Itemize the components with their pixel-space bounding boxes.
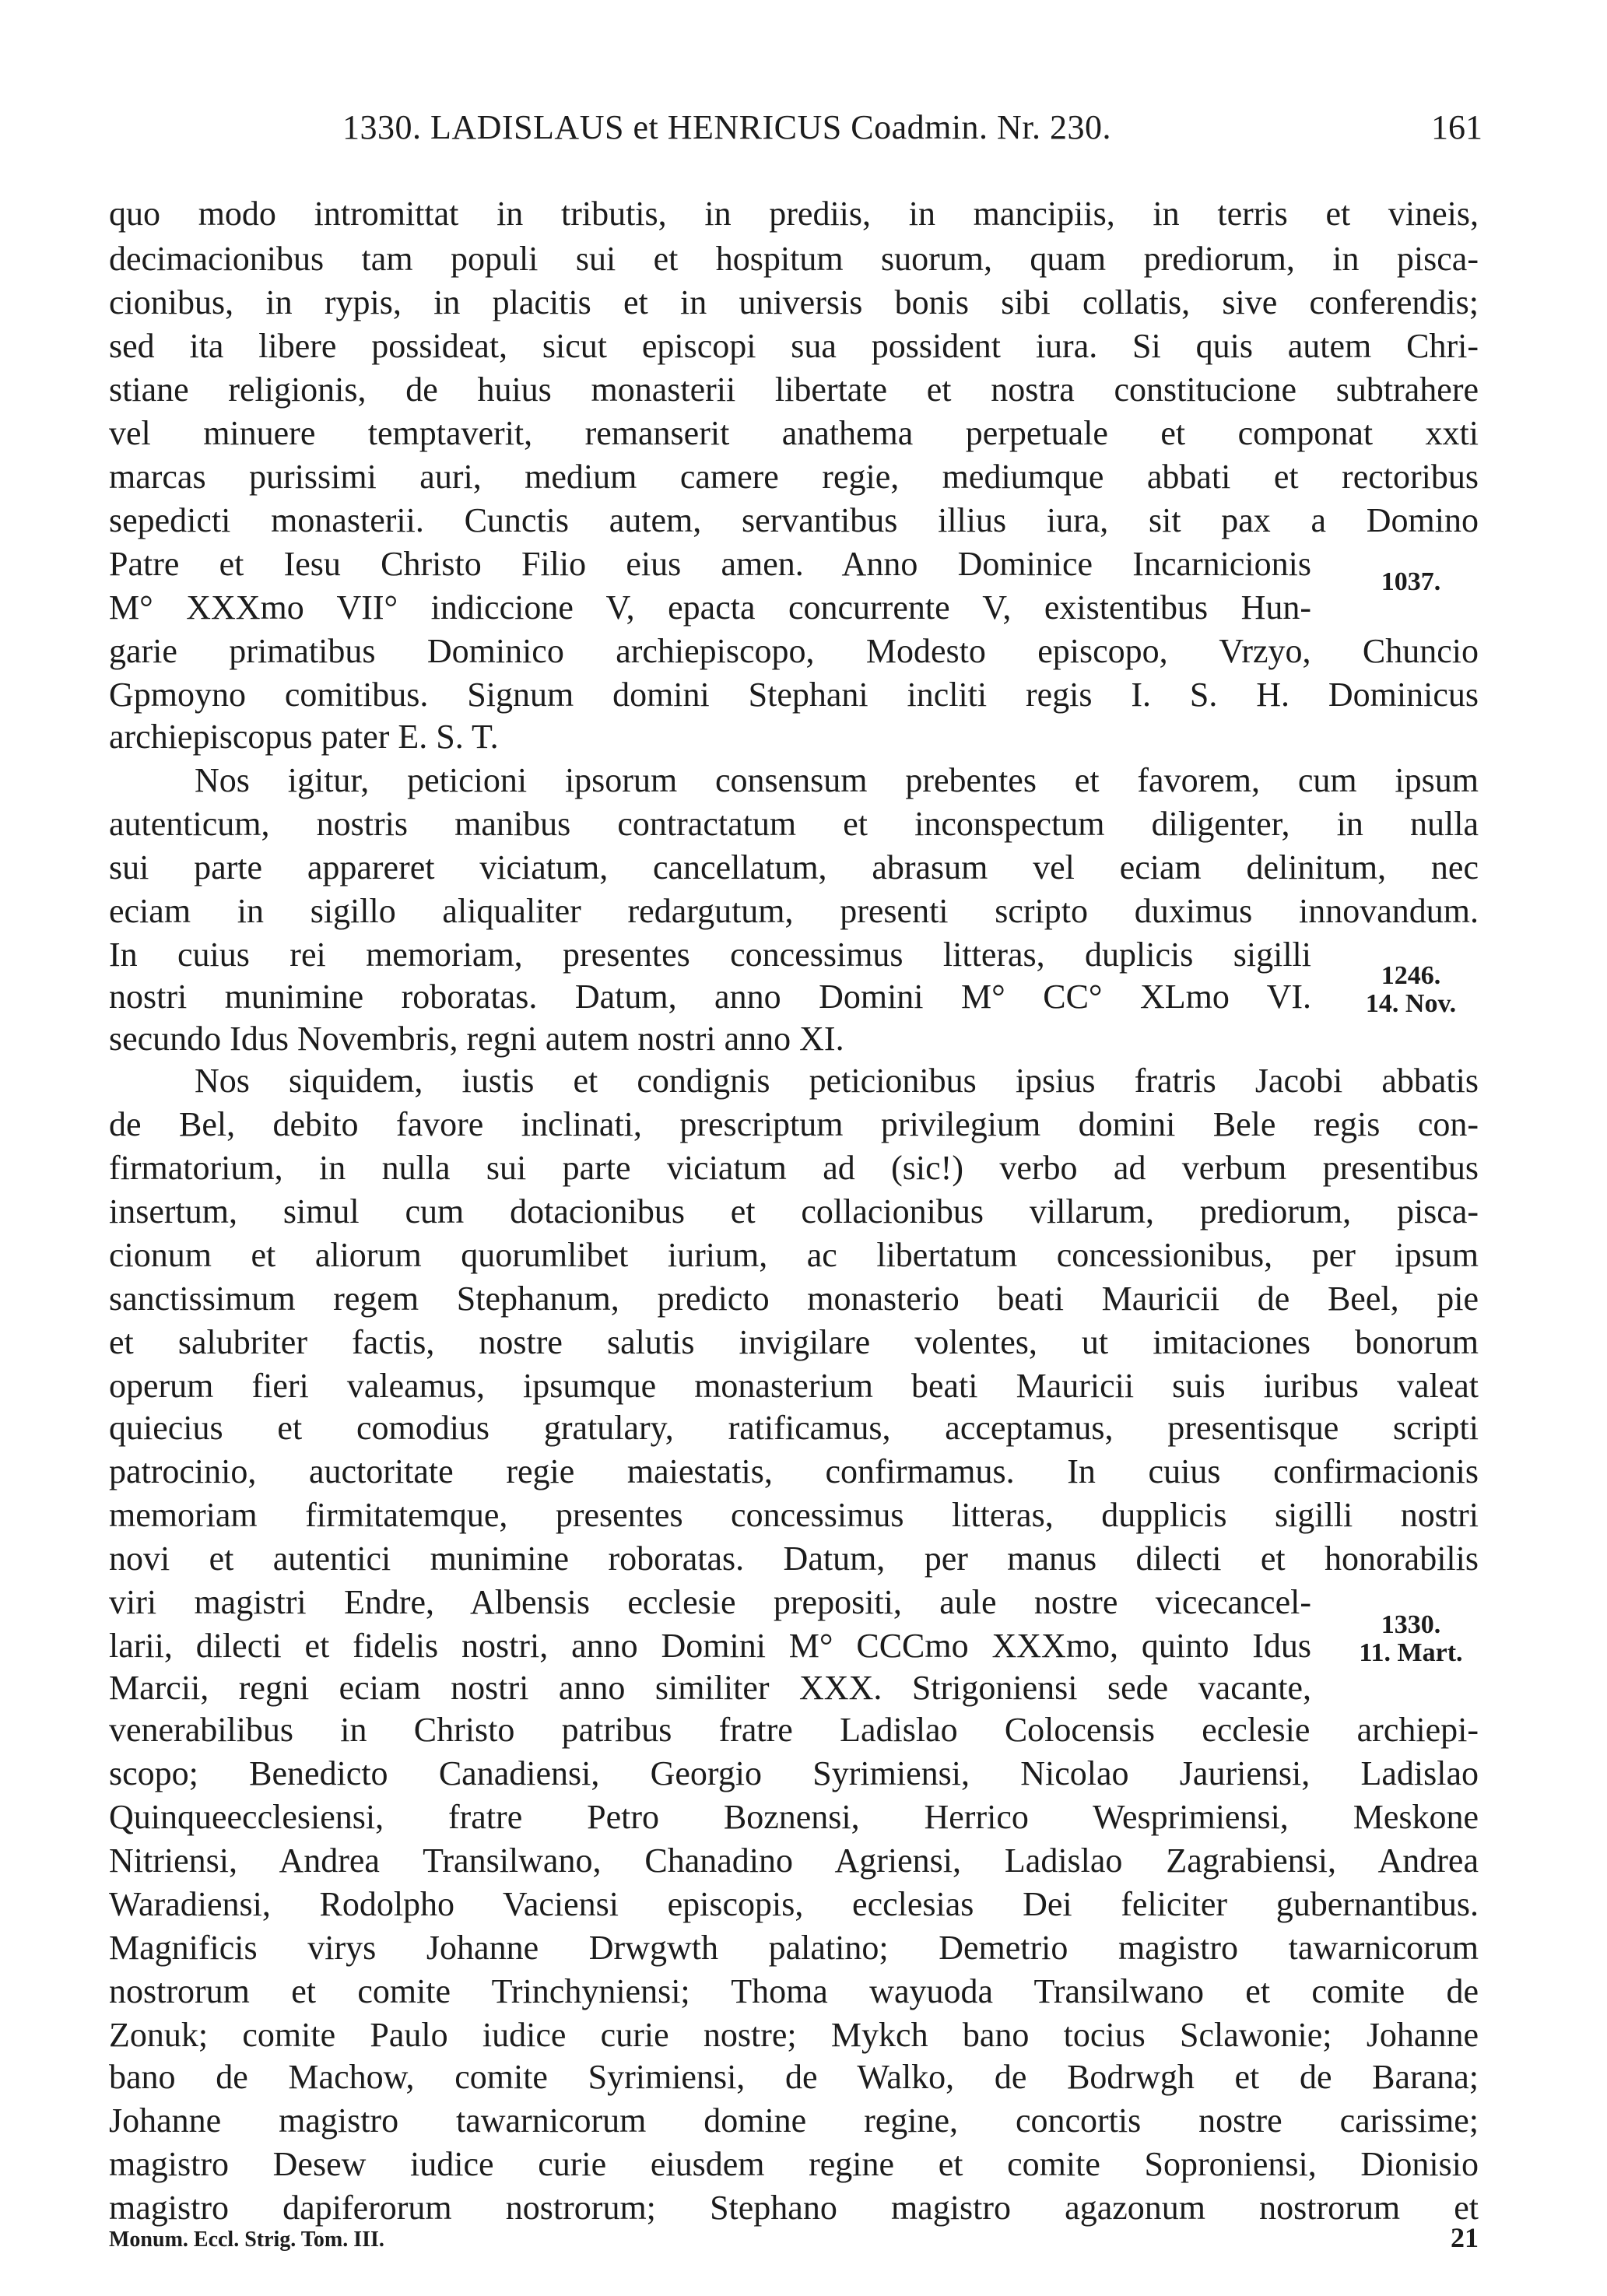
- running-head: 1330. LADISLAUS et HENRICUS Coadmin. Nr. 230.: [342, 108, 1112, 146]
- footer-signature: Monum. Eccl. Strig. Tom. III.: [109, 2228, 384, 2252]
- text-line: archiepiscopus pater E. S. T.: [109, 718, 499, 756]
- text-line: scopo; Benedicto Canadiensi, Georgio Syrimiensi, Nicolao Jauriensi, Ladislao: [109, 1754, 1479, 1792]
- text-line: cionum et aliorum quorumlibet iurium, ac libertatum concessionibus, per ipsum: [109, 1236, 1479, 1274]
- margin-date-1330: [1345, 1611, 1477, 1667]
- text-line: sepedicti monasterii. Cunctis autem, servantibus illius iura, sit pax a Domino: [109, 501, 1479, 539]
- text-line: Johanne magistro tawarnicorum domine regine, concortis nostre carissime;: [109, 2101, 1479, 2140]
- text-line: cionibus, in rypis, in placitis et in universis bonis sibi collatis, sive conferendis;: [109, 283, 1479, 321]
- text-line: operum fieri valeamus, ipsumque monasterium beati Mauricii suis iuribus valeat: [109, 1367, 1479, 1405]
- text-line: Nos siquidem, iustis et condignis peticionibus ipsius fratris Jacobi abbatis: [195, 1062, 1479, 1100]
- text-line: M° XXXmo VII° indiccione V, epacta concurrente V, existentibus Hun-: [109, 588, 1311, 627]
- text-line: viri magistri Endre, Albensis ecclesie prepositi, aule nostre vicecancel-: [109, 1583, 1311, 1621]
- text-line: stiane religionis, de huius monasterii libertate et nostra constitucione subtrahere: [109, 370, 1479, 409]
- text-line: autenticum, nostris manibus contractatum et inconspectum diligenter, in nulla: [109, 805, 1479, 843]
- page-number: 161: [1431, 108, 1482, 146]
- text-line: Waradiensi, Rodolpho Vaciensi episcopis, ecclesias Dei feliciter gubernantibus.: [109, 1885, 1479, 1923]
- text-line: Magnificis virys Johanne Drwgwth palatino; Demetrio magistro tawarnicorum: [109, 1929, 1479, 1967]
- text-line: garie primatibus Dominico archiepiscopo, Modesto episcopo, Vrzyo, Chuncio: [109, 632, 1479, 670]
- text-line: vel minuere temptaverit, remanserit anathema perpetuale et componat xxti: [109, 414, 1479, 452]
- text-line: larii, dilecti et fidelis nostri, anno Domini M° CCCmo XXXmo, quinto Idus: [109, 1627, 1311, 1665]
- text-line: quo modo intromittat in tributis, in prediis, in mancipiis, in terris et vineis,: [109, 195, 1479, 233]
- text-line: venerabilibus in Christo patribus fratre Ladislao Colocensis ecclesie archiepi-: [109, 1711, 1479, 1749]
- text-line: novi et autentici munimine roboratas. Datum, per manus dilecti et honorabilis: [109, 1539, 1479, 1578]
- text-line: sanctissimum regem Stephanum, predicto monasterio beati Mauricii de Beel, pie: [109, 1280, 1479, 1318]
- margin-day: 14. Nov.: [1365, 989, 1457, 1018]
- margin-date-1037: [1345, 568, 1477, 596]
- text-line: marcas purissimi auri, medium camere regie, mediumque abbati et rectoribus: [109, 458, 1479, 496]
- text-line: de Bel, debito favore inclinati, prescriptum privilegium domini Bele regis con-: [109, 1105, 1479, 1143]
- text-line: Nitriensi, Andrea Transilwano, Chanadino Agriensi, Ladislao Zagrabiensi, Andrea: [109, 1841, 1479, 1880]
- footer-sheet-number: 21: [1451, 2222, 1479, 2253]
- margin-year: 1330.: [1381, 1610, 1441, 1639]
- text-line: magistro dapiferorum nostrorum; Stephano magistro agazonum nostrorum et: [109, 2189, 1479, 2227]
- margin-year: 1246.: [1381, 961, 1441, 990]
- text-line: quiecius et comodius gratulary, ratificamus, acceptamus, presentisque scripti: [109, 1409, 1479, 1447]
- text-line: memoriam firmitatemque, presentes concessimus litteras, dupplicis sigilli nostri: [109, 1496, 1479, 1534]
- text-line: Patre et Iesu Christo Filio eius amen. Anno Dominice Incarnicionis: [109, 545, 1311, 583]
- text-line: Gpmoyno comitibus. Signum domini Stephani incliti regis I. S. H. Dominicus: [109, 676, 1479, 714]
- text-line: magistro Desew iudice curie eiusdem regine et comite Soproniensi, Dionisio: [109, 2145, 1479, 2183]
- text-line: bano de Machow, comite Syrimiensi, de Walko, de Bodrwgh et de Barana;: [109, 2058, 1479, 2096]
- text-line: Nos igitur, peticioni ipsorum consensum prebentes et favorem, cum ipsum: [195, 761, 1479, 799]
- text-line: sed ita libere possideat, sicut episcopi sua possident iura. Si quis autem Chri-: [109, 327, 1479, 365]
- text-line: sui parte appareret viciatum, cancellatum, abrasum vel eciam delinitum, nec: [109, 848, 1479, 886]
- text-line: In cuius rei memoriam, presentes concessimus litteras, duplicis sigilli: [109, 936, 1311, 974]
- text-line: decimacionibus tam populi sui et hospitum suorum, quam prediorum, in pisca-: [109, 240, 1479, 278]
- text-line: nostri munimine roboratas. Datum, anno Domini M° CC° XLmo VI.: [109, 978, 1311, 1016]
- text-line: et salubriter factis, nostre salutis invigilare volentes, ut imitaciones bonorum: [109, 1323, 1479, 1361]
- margin-day: 11. Mart.: [1359, 1638, 1463, 1667]
- text-line: nostrorum et comite Trinchyniensi; Thoma wayuoda Transilwano et comite de: [109, 1972, 1479, 2010]
- margin-year: 1037.: [1381, 567, 1441, 596]
- text-line: firmatorium, in nulla sui parte viciatum ad (sic!) verbo ad verbum presentibus: [109, 1149, 1479, 1187]
- text-line: Marcii, regni eciam nostri anno similiter XXX. Strigoniensi sede vacante,: [109, 1669, 1311, 1707]
- text-line: secundo Idus Novembris, regni autem nostri anno XI.: [109, 1020, 844, 1058]
- text-line: Zonuk; comite Paulo iudice curie nostre; Mykch bano tocius Sclawonie; Johanne: [109, 2016, 1479, 2054]
- margin-date-1246: [1345, 962, 1477, 1018]
- text-line: Quinqueecclesiensi, fratre Petro Boznensi, Herrico Wesprimiensi, Meskone: [109, 1798, 1479, 1836]
- text-line: eciam in sigillo aliqualiter redargutum, presenti scripto duximus innovandum.: [109, 892, 1479, 930]
- text-line: insertum, simul cum dotacionibus et collacionibus villarum, prediorum, pisca-: [109, 1192, 1479, 1231]
- page-header: [109, 107, 1490, 154]
- text-line: patrocinio, auctoritate regie maiestatis, confirmamus. In cuius confirmacionis: [109, 1452, 1479, 1490]
